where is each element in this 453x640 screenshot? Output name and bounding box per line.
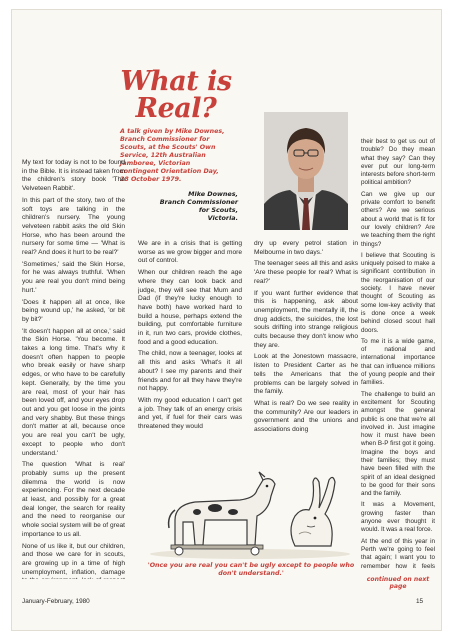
byline-org: for Scouts, xyxy=(198,206,238,214)
text-column-3 xyxy=(254,240,358,456)
paragraph: We are in a crisis that is getting worse as we grow bigger and more out of control. xyxy=(138,240,242,265)
paragraph: The question 'What is real' probably sums up the present dilemma the world is now experiencing. For the next decade at least, and possibly for a great deal longer, the search for reality and the need to reorganise our whole social system will be of great importance to us all. xyxy=(22,461,125,538)
paragraph: 'Sometimes,' said the Skin Horse, for he was always truthful. 'When you are real you don't mind being hurt.' xyxy=(22,260,125,294)
pull-quote: 'Once you are real you can't be ugly except to people who don't understand.' xyxy=(147,562,355,578)
velveteen-rabbit-illustration xyxy=(145,450,355,560)
paragraph: My text for today is not to be found in the Bible. It is instead taken from the children's story book 'The Velveteen Rabbit'. xyxy=(22,159,125,193)
paragraph: It was a Movement, growing faster than anyone ever thought it would. It was a real force. xyxy=(361,501,435,534)
paragraph: 'It doesn't happen all at once,' said the Skin Horse. 'You become. It takes a long time. That's why it doesn't often happen to people who break easily or have sharp edges, or who have to be carefully kept. Generally, by the time you are real, most of your hair has been loved off, and your eyes drop out and you get loose in the joints and very shabby. But these things don't matter at all, because once you are real you can't be ugly, except to people who don't understand.' xyxy=(22,327,125,457)
paragraph: If you want further evidence that this is happening, ask about unemployment, the mentally ill, the drug addicts, the suicides, the lost souls drifting into strange religious cults because they don't know who they are. xyxy=(254,289,358,349)
issue-date: January-February, 1980 xyxy=(22,598,90,605)
byline-state: Victoria. xyxy=(207,214,238,222)
byline-name: Mike Downes, xyxy=(188,190,238,198)
text-column-1 xyxy=(22,159,125,579)
paragraph: Can we give up our private comfort to benefit others? Are we serious about a world that is fit for our lovely children? Are we teaching them the right things? xyxy=(361,190,435,248)
author-portrait-photo xyxy=(264,112,348,230)
paragraph: The child, now a teenager, looks at all this and asks 'What's it all about? I see my parents and their friends and for all they have they're not happy. xyxy=(138,350,242,393)
author-byline xyxy=(154,190,238,222)
paragraph: At the end of this year in Perth we're going to feel that again; I want you to remember how it feels xyxy=(361,537,435,570)
paragraph: In this part of the story, two of the soft toys are talking in the children's nursery. The young velveteen rabbit asks the old Skin Horse, who has been around the nursery for some time — 'What is real? And does it hurt to be real?' xyxy=(22,196,125,257)
paragraph: The teenager sees all this and asks 'Are these people for real? What is real?' xyxy=(254,260,358,285)
continued-note: continued on next page xyxy=(366,576,430,590)
byline-role: Branch Commissioner xyxy=(159,198,238,206)
paragraph: The challenge to build an excitement for Scouting amongst the general public is one that we're all involved in. Just imagine how it must have been when B-P first got it going. Imagine the boys and their families; they must have been filled with the spirit of an ideal designed to be good for their sons and the family. xyxy=(361,390,435,498)
text-column-4 xyxy=(361,138,435,571)
paragraph: When our children reach the age where they can look back and judge, they will see that Mum and Dad (if they're lucky enough to have both) have worked hard to build a house, perhaps extend the building, put comfortable furniture in it, run two cars, provide clothes, food and a good education. xyxy=(138,269,242,346)
text-column-2 xyxy=(138,240,242,456)
article-title: What is Real? xyxy=(120,66,232,124)
paragraph: their best to get us out of trouble? Do they mean what they say? Can they ever put our long-term interests before short-term political ambition? xyxy=(361,138,435,187)
paragraph: To me it is a wide game, of national and international importance that can influence millions of young people and their families. xyxy=(361,337,435,387)
paragraph: With my good education I can't get a job. They talk of an energy crisis and yet, if fuel for their cars was threatened they would xyxy=(138,396,242,431)
magazine-page xyxy=(12,10,441,630)
paragraph: 'Does it happen all at once, like being wound up,' he asked, 'or bit by bit?' xyxy=(22,298,125,323)
intro-standfirst: A talk given by Mike Downes, Branch Commissioner for Scouts, at the Scouts' Own Service, 12th Australian Jamboree, Victorian contingent Orientation Day, 28 October 1979. xyxy=(120,128,225,184)
page-number: 15 xyxy=(416,598,424,605)
paragraph: dry up every petrol station in Melbourne in two days.' xyxy=(254,240,358,256)
paragraph: What is real? Do we see reality in the community? Are our leaders in government and the unions and associations doing xyxy=(254,399,358,434)
paragraph: I believe that Scouting is uniquely poised to make a significant contribution in the reorganisation of our society. I have never thought of Scouting as some low-key activity that is done once a week behind closed scout hall doors. xyxy=(361,251,435,334)
paragraph: Look at the Jonestown massacre, listen to President Carter as he tells the Americans that the problems can be largely solved in the family. xyxy=(254,353,358,396)
paragraph: None of us like it, but our children, and those we care for in scouts, are growing up in a time of high unemployment, inflation, damage xyxy=(22,542,125,576)
